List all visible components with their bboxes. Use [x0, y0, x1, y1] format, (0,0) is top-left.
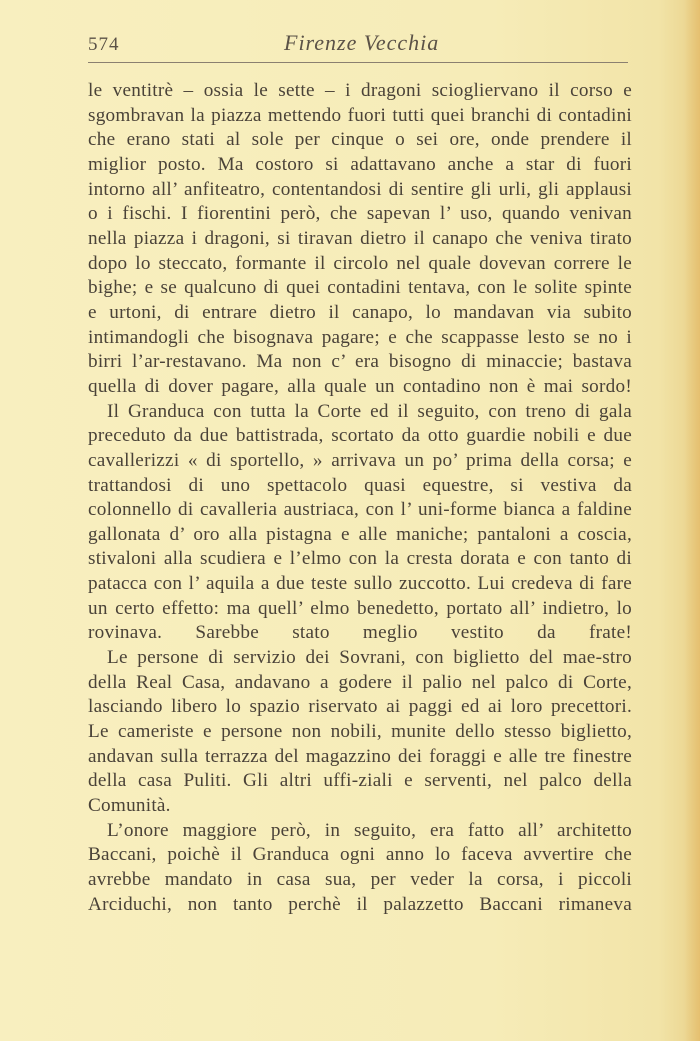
page-number: 574	[88, 34, 120, 55]
page-edge-shadow	[684, 0, 700, 1041]
page-header	[88, 28, 628, 62]
header-rule	[88, 62, 628, 63]
page-body	[88, 79, 632, 917]
running-title: Firenze Vecchia	[284, 30, 440, 55]
paragraph-2: Il Granduca con tutta la Corte ed il seguito, con treno di gala preceduto da due battistrada, scortato da otto guardie nobili e due cavallerizzi « di sportello, » arrivava un po’ prima della corsa; e trattandosi di uno spettacolo quasi equestre, si vestiva da colonnello di cavalleria austriaca, con l’ uni-forme bianca a faldine gallonata d’ oro alla pistagna e alle maniche; pantaloni a coscia, stivaloni alla scudiera e l’elmo con la cresta dorata e con tanto di patacca con l’ aquila a due teste sullo zuccotto. Lui credeva di fare un certo effetto: ma quell’ elmo benedetto, portato all’ indietro, lo rovinava. Sarebbe stato meglio vestito da frate!	[88, 400, 632, 644]
paragraph-1: le ventitrè – ossia le sette – i dragoni sciogliervano il corso e sgombravan la piazza mettendo fuori tutti quei branchi di contadini che erano stati al sole per cinque o sei ore, onde prendere il miglior posto. Ma costoro si adattavano anche a star di fuori intorno all’ anfiteatro, contentandosi di sentire gli urli, gli applausi o i fischi. I fiorentini però, che sapevan l’ uso, quando venivan nella piazza i dragoni, si tiravan dietro il canapo che veniva tirato dopo lo steccato, formante il circolo nel quale dovevan correre le bighe; e se qualcuno di quei contadini tentava, con le solite spinte e urtoni, di entrare dietro il canapo, lo mandavan via subito intimandogli che bisognava pagare; e che scappasse lesto se no i birri l’ar-restavano. Ma non c’ era bisogno di minaccie; bastava quella di dover pagare, alla quale un contadino non è mai sordo!	[88, 80, 632, 397]
paragraph-4: L’onore maggiore però, in seguito, era fatto all’ architetto Baccani, poichè il Granduca ogni anno lo faceva avvertire che avrebbe mandato in casa sua, per veder la corsa, i piccoli Arciduchi, non tanto perchè il palazzetto Baccani rimaneva	[88, 819, 632, 915]
paragraph-3: Le persone di servizio dei Sovrani, con biglietto del mae-stro della Real Casa, andavano a godere il palio nel palco di Corte, lasciando libero lo spazio riservato ai paggi ed ai loro precettori. Le cameriste e persone non nobili, munite dello stesso biglietto, andavan sulla terrazza del magazzino dei foraggi e alle tre finestre della casa Puliti. Gli altri uffi-ziali e serventi, nel palco della Comunità.	[88, 647, 632, 817]
